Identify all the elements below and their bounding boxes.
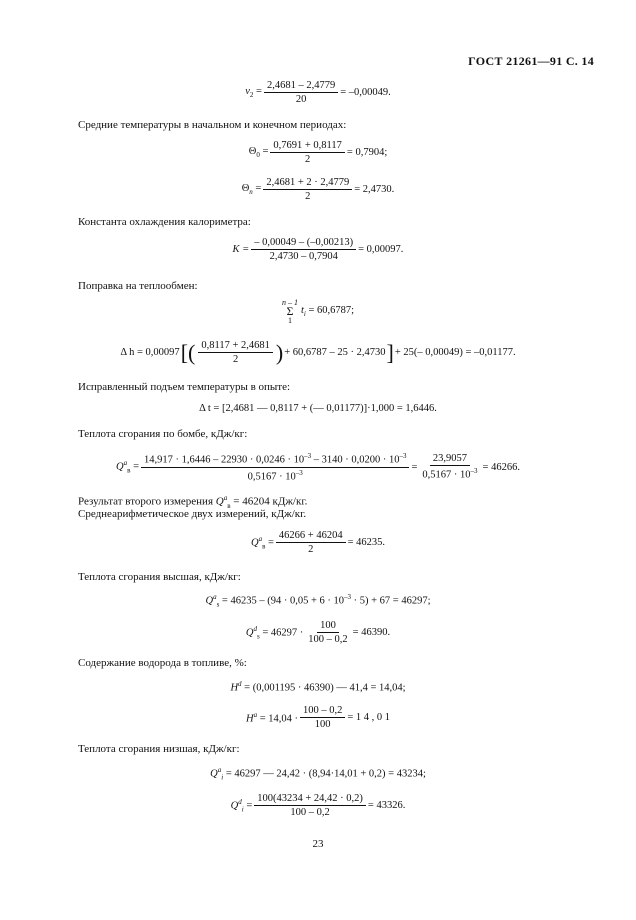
text-temp-rise: Исправленный подъем температуры в опыте: bbox=[78, 381, 291, 393]
text-mean-temps: Средние температуры в начальном и конечном периодах: bbox=[78, 119, 347, 131]
text-average: Среднеарифметическое двух измерений, кДж/кг. bbox=[78, 508, 307, 520]
equation-thetan: $\Theta_n$ = $\frac{2,4681 + 2 \cdot 2,4779}{2}$ = 2,4730. bbox=[241, 177, 395, 202]
equation-qs-d: $Q^d_s = 46297$ · $\frac{100}{100 - 0,2}$ = 46390. bbox=[245, 620, 391, 645]
equation-q-bomb: $Q^a_в$ = $14,917 \cdot 1,6446 - 22930 \cdot 0,0246 \cdot 10^{-3} - 3140 \cdot 0,0200 \cdot 10^{-3}$ $0,5167 \cdot 10^{-3}$ = $\frac{23,9057}{0,5167 \cdot 10^{-3}}$ = 46266. bbox=[116, 452, 520, 482]
equation-qi-a: $Q^a_i = 46297$ — 24,42 · (8,94·14,01 + 0,2) = 43234; bbox=[210, 766, 426, 782]
equation-delta-t: Δ t = [2,4681 — 0,8117 + (— 0,01177)]·1,000 = 1,6446. bbox=[199, 403, 437, 414]
equation-qi-d: $Q^d_i$ = $\frac{100(43234 + 24,42 \cdot 0,2)}{100 - 0,2}$ = 43326. bbox=[230, 793, 406, 818]
equation-hd: $H^d = (0,001195 \cdot 46390)$ — 41,4 = 14,04; bbox=[230, 680, 406, 694]
text-lower-heat: Теплота сгорания низшая, кДж/кг: bbox=[78, 743, 240, 755]
equation-v2: $v_2$ = $\frac{2,4681 - 2,4779}{20}$ = –0,00049. bbox=[245, 80, 391, 105]
equation-ha: $H^a = 14,04$ · $\frac{100 - 0,2}{100}$ = 1 4 , 0 1 bbox=[245, 705, 391, 730]
text-hydrogen: Содержание водорода в топливе, %: bbox=[78, 657, 247, 669]
equation-theta0: $\Theta_0$ = $\frac{0,7691 + 0,8117}{2}$ = 0,7904; bbox=[248, 140, 388, 165]
equation-k: K = $\frac{- 0,00049 - (-0,00213)}{2,4730 - 0,7904}$ = 0,00097. bbox=[232, 237, 404, 262]
text-bomb-heat: Теплота сгорания по бомбе, кДж/кг: bbox=[78, 428, 248, 440]
text-second-result: Результат второго измерения $Q^a_в = 46204$ кДж/кг. bbox=[78, 494, 308, 510]
equation-delta-h: Δ h = 0,00097 [( $\frac{0,8117 + 2,4681}{2}$ ) + 60,6787 – 25 · 2,4730 ] + 25(– 0,00049) = –0,01177. bbox=[120, 339, 516, 365]
text-cooling-constant: Константа охлаждения калориметра: bbox=[78, 216, 251, 228]
page-header: ГОСТ 21261—91 С. 14 bbox=[468, 54, 594, 68]
text-heat-exchange: Поправка на теплообмен: bbox=[78, 280, 198, 292]
equation-sum: n – 1 Σ 1 $t_i = 60,6787$; bbox=[281, 298, 355, 325]
page-number: 23 bbox=[312, 838, 324, 850]
equation-qs-a: $Q^a_s = 46235 - (94 \cdot 0,05 + 6 \cdot 10^{-3} \cdot 5) + 67 = 46297$; bbox=[205, 593, 431, 609]
equation-q-average: $Q^a_в$ = $\frac{46266 + 46204}{2}$ = 46235. bbox=[250, 530, 386, 555]
text-higher-heat: Теплота сгорания высшая, кДж/кг: bbox=[78, 571, 241, 583]
